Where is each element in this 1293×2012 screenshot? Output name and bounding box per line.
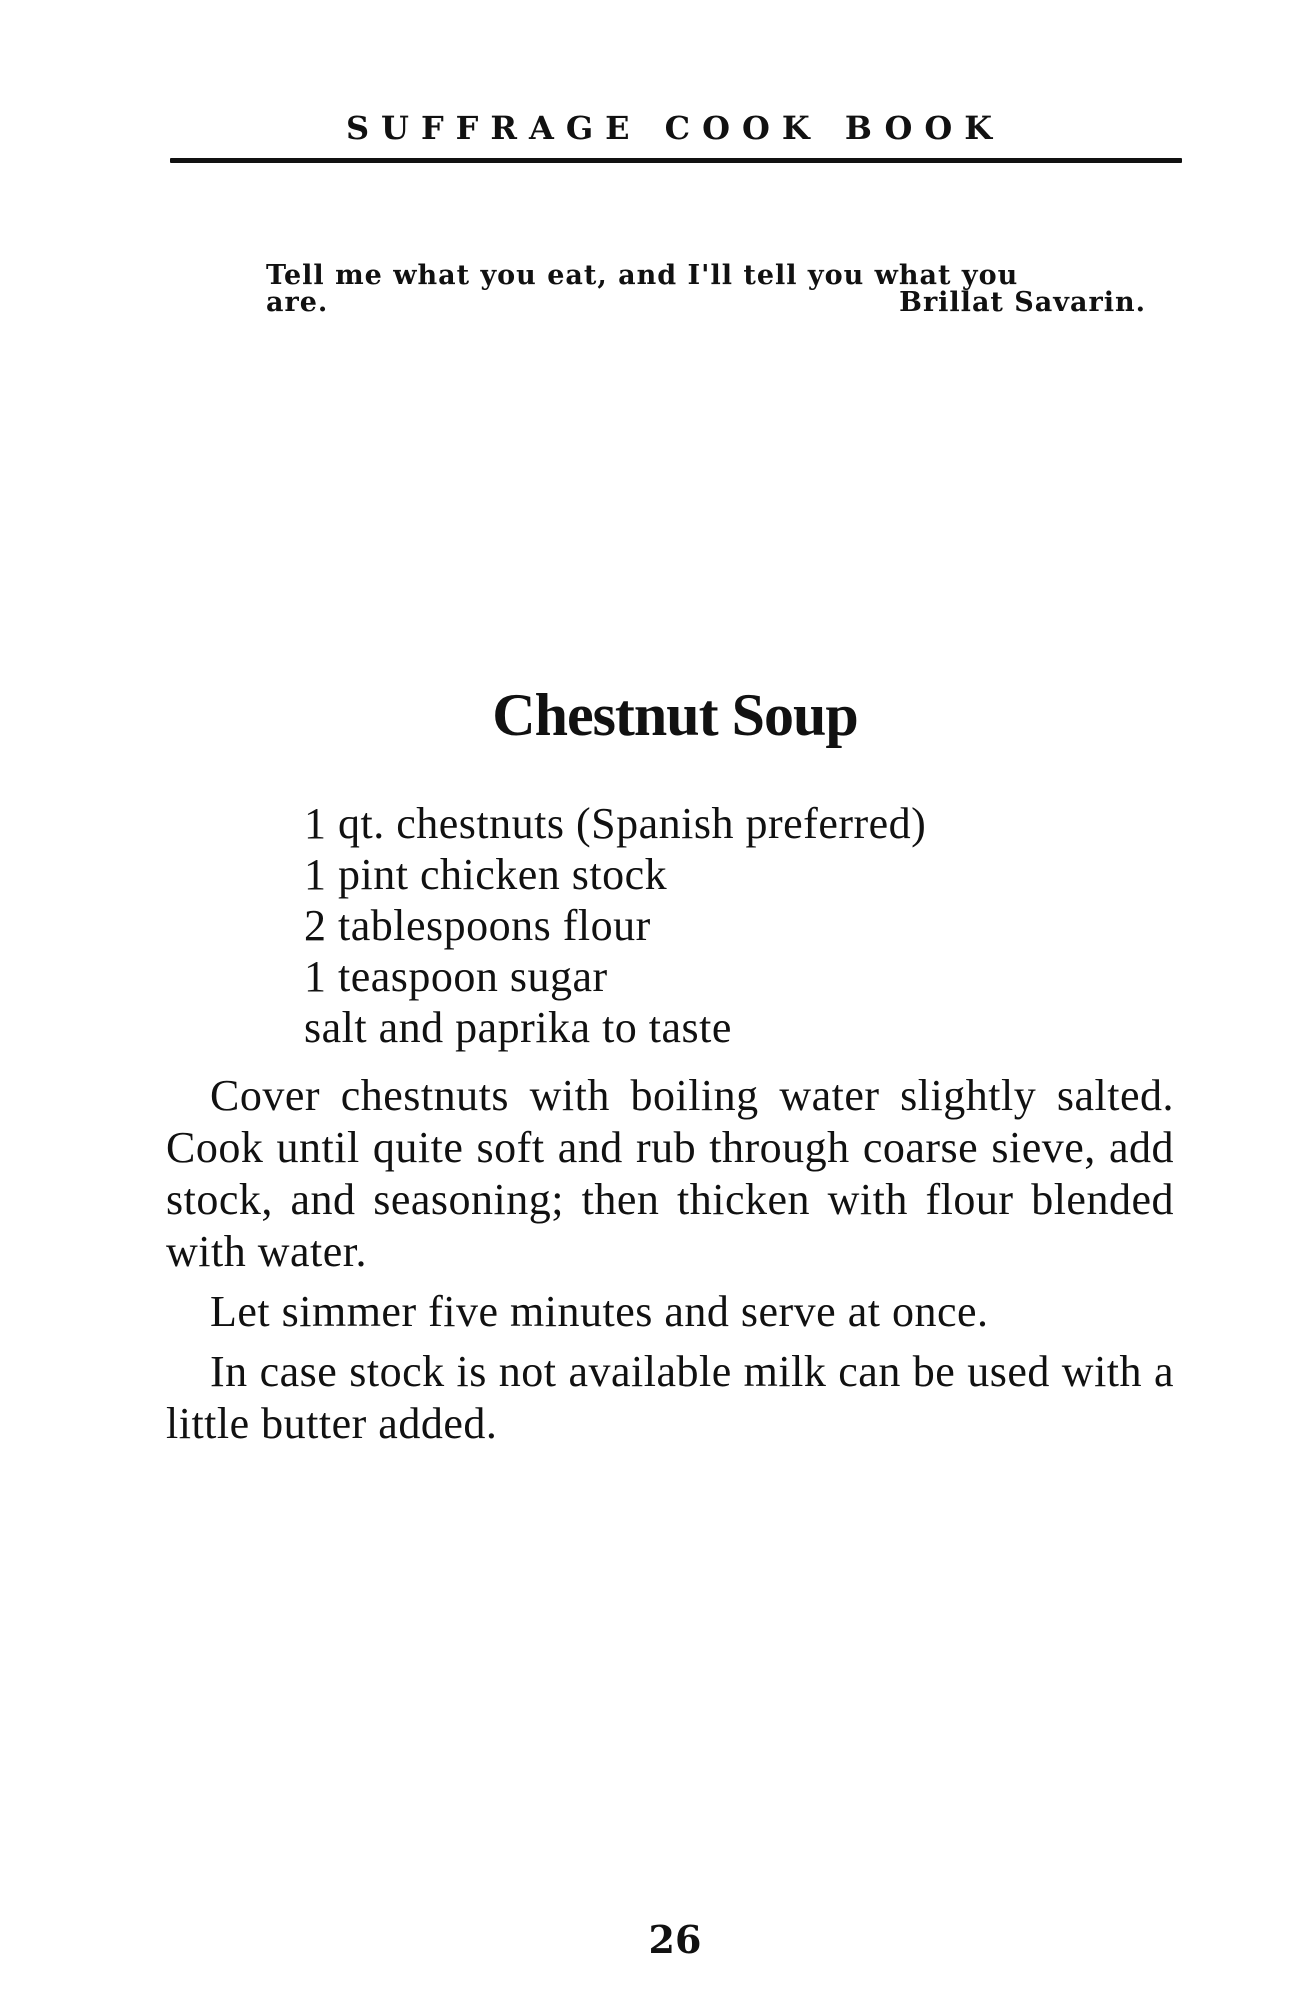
ingredient-item: 1 pint chicken stock xyxy=(304,850,668,899)
epigraph xyxy=(266,262,1146,316)
method-paragraph: Cover chestnuts with boiling water slightly salted. Cook until quite soft and rub through coarse sieve, add stock, and seasoning; then thicken with flour blended with water. xyxy=(166,1071,1174,1276)
page-number: 26 xyxy=(648,1917,702,1962)
ingredient-list xyxy=(304,798,1164,1053)
epigraph-quote-line-2: are. xyxy=(266,287,329,318)
method-paragraph: Let simmer five minutes and serve at once. xyxy=(210,1287,989,1336)
epigraph-quote-line-1: Tell me what you eat, and I'll tell you what you xyxy=(266,260,1019,291)
header-rule xyxy=(170,158,1182,163)
ingredient-item: salt and paprika to taste xyxy=(304,1003,732,1052)
ingredient-item: 2 tablespoons flour xyxy=(304,901,651,950)
ingredient-item: 1 teaspoon sugar xyxy=(304,952,608,1001)
ingredient-item: 1 qt. chestnuts (Spanish preferred) xyxy=(304,799,927,848)
method-paragraph: In case stock is not available milk can be used with a little butter added. xyxy=(166,1347,1174,1448)
epigraph-attribution: Brillat Savarin. xyxy=(899,287,1146,318)
recipe-title: Chestnut Soup xyxy=(492,682,858,748)
running-head: SUFFRAGE COOK BOOK xyxy=(345,109,1005,147)
recipe-method xyxy=(166,1070,1174,1458)
